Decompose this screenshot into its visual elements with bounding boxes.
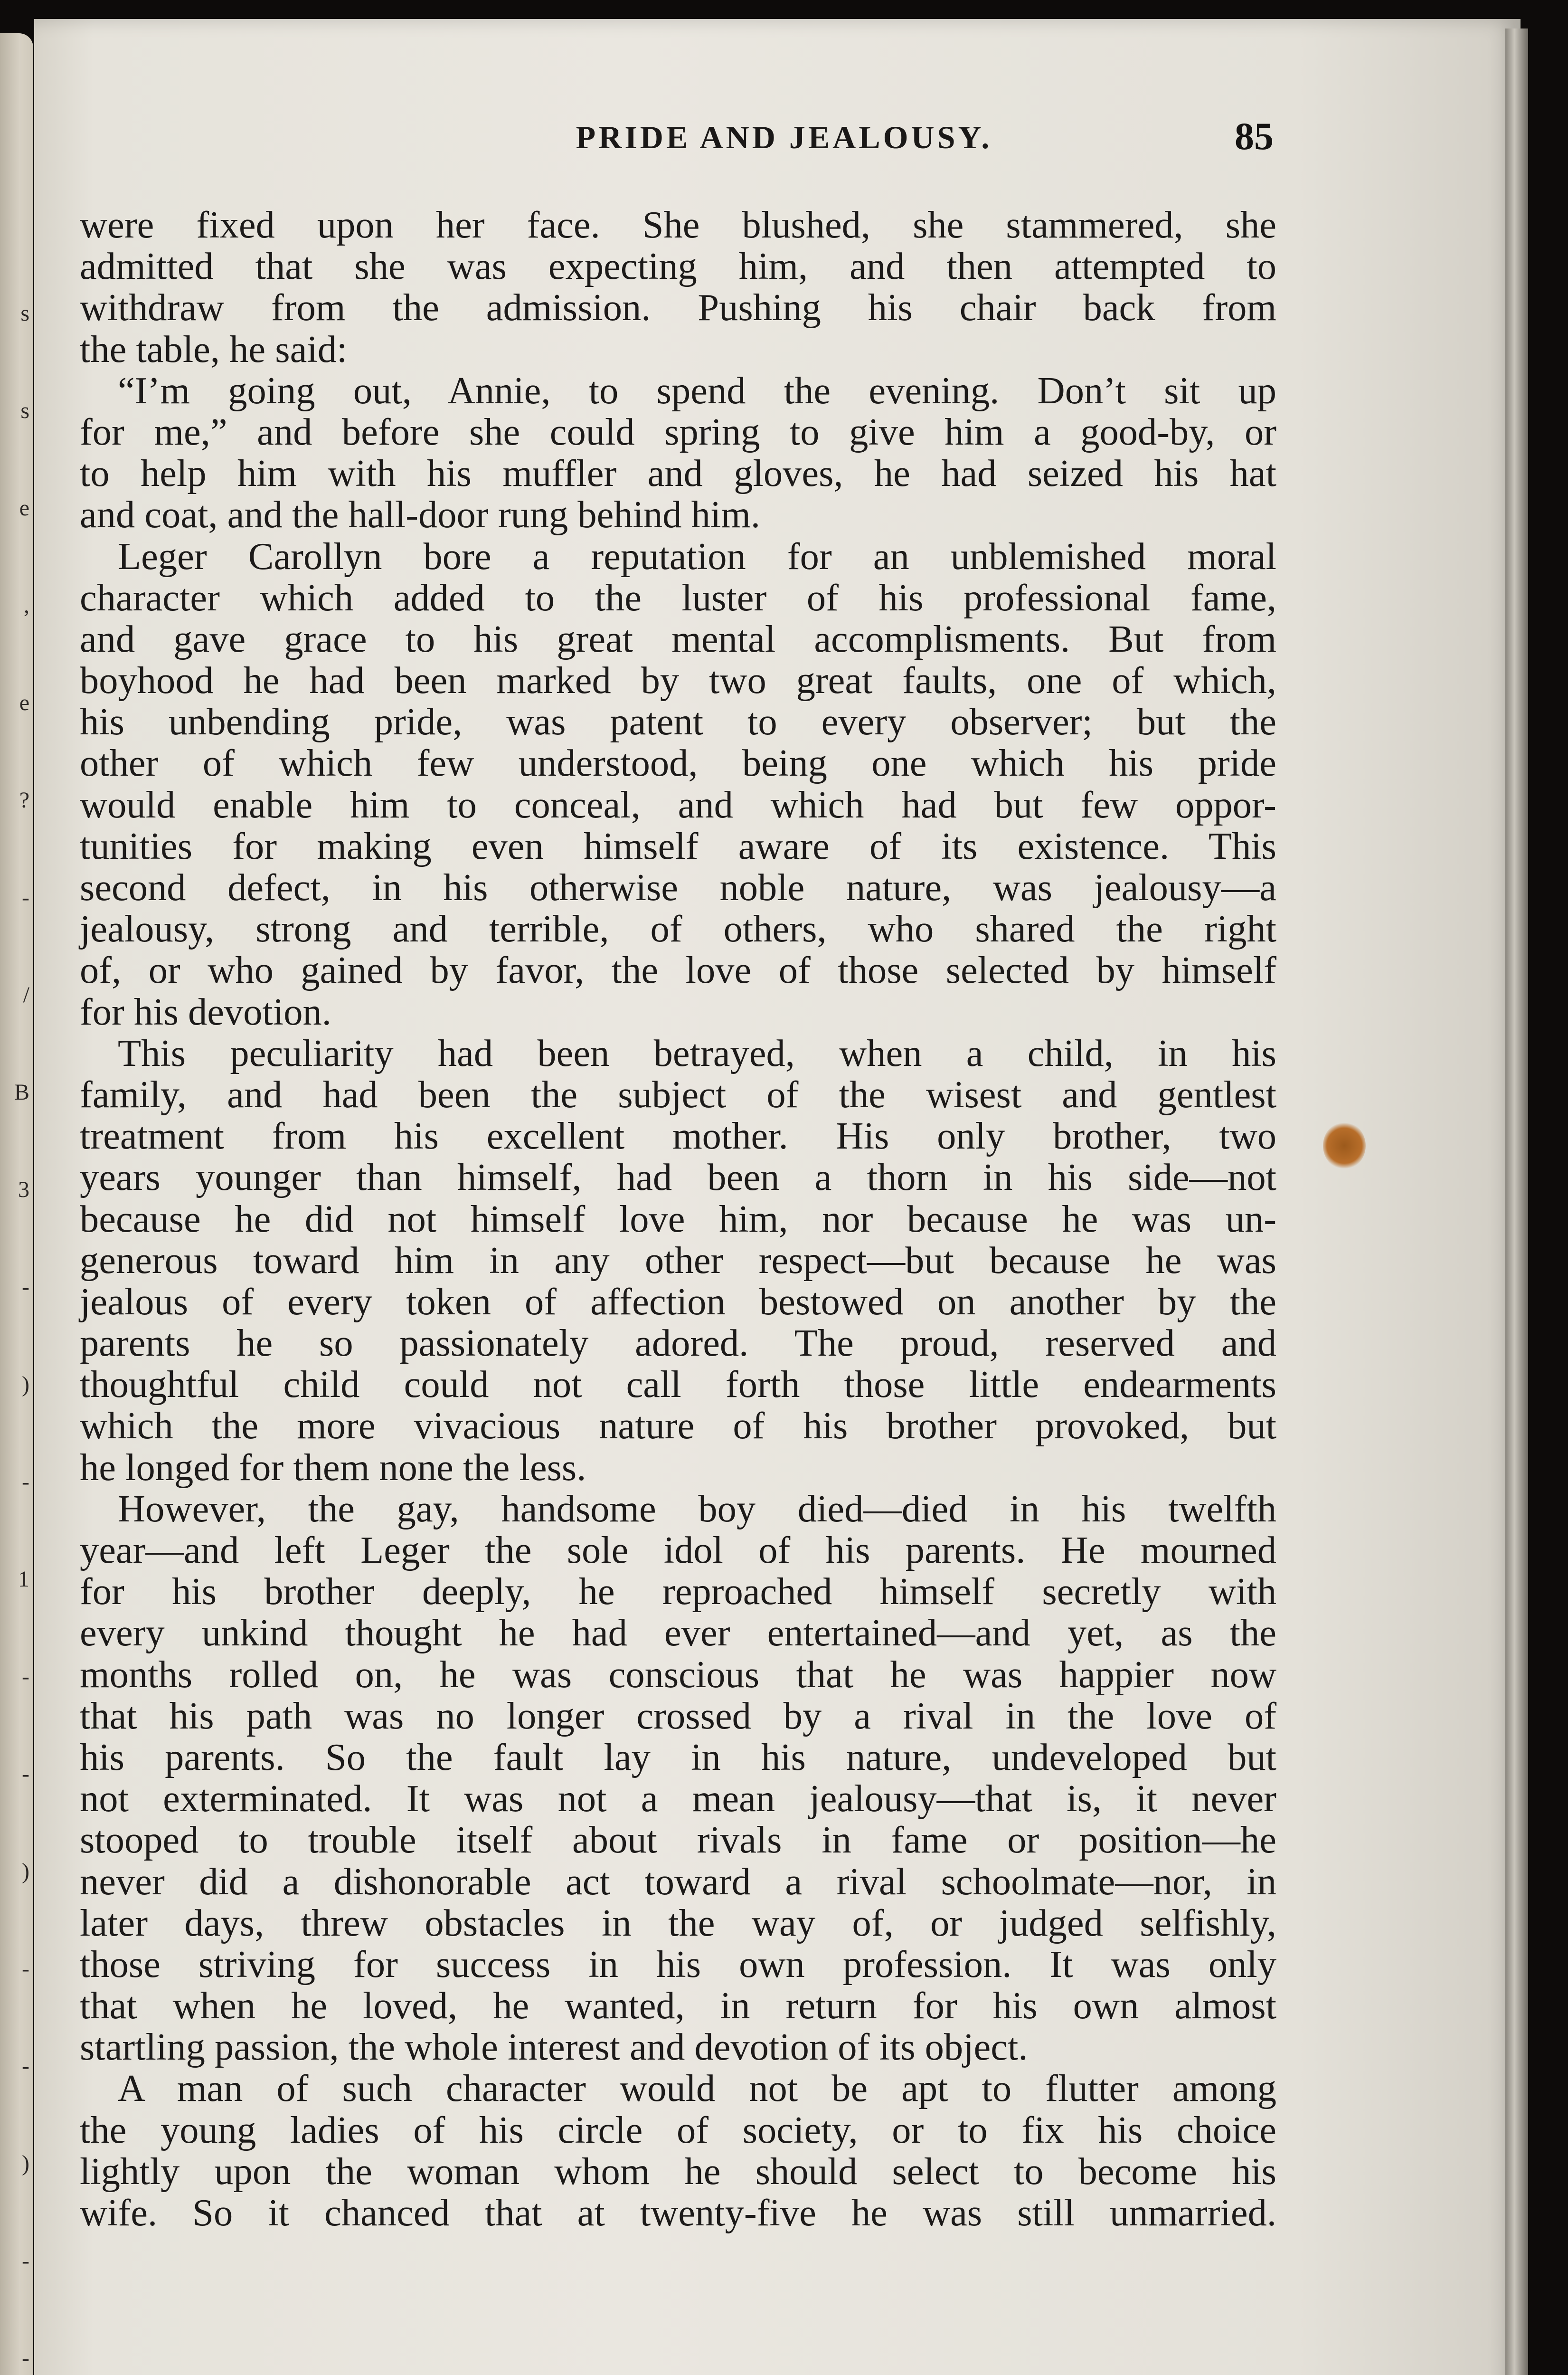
adjacent-page-fragment: - xyxy=(22,885,29,910)
adjacent-page-edge xyxy=(0,33,33,2375)
text-line: other of which few understood, being one which his pride xyxy=(80,742,1276,785)
ink-stain xyxy=(1323,1122,1366,1169)
text-line: his parents. So the fault lay in his nature, undeveloped but xyxy=(80,1736,1276,1778)
text-line: later days, threw obstacles in the way of, or judged selfishly, xyxy=(80,1901,1276,1944)
text-line: of, or who gained by favor, the love of those selected by himself xyxy=(80,949,1276,992)
adjacent-page-fragment: - xyxy=(22,1761,29,1786)
text-line: were fixed upon her face. She blushed, she stammered, she xyxy=(80,204,1276,246)
adjacent-page-fragment: - xyxy=(22,2053,29,2079)
text-line: parents he so passionately adored. The proud, reserved and xyxy=(80,1322,1276,1365)
text-line: “I’m going out, Annie, to spend the evening. Don’t sit up xyxy=(118,369,1276,412)
adjacent-page-fragment: , xyxy=(24,593,29,618)
page-number: 85 xyxy=(1235,114,1274,158)
text-line: startling passion, the whole interest and devotion of its object. xyxy=(80,2026,1028,2069)
text-line: boyhood he had been marked by two great faults, one of which, xyxy=(80,659,1276,702)
text-line: admitted that she was expecting him, and then attempted to xyxy=(80,245,1276,288)
text-line: his unbending pride, was patent to every observer; but the xyxy=(80,701,1276,743)
text-line: withdraw from the admission. Pushing his chair back from xyxy=(80,286,1276,329)
text-line: for his devotion. xyxy=(80,990,331,1033)
text-line: would enable him to conceal, and which had but few oppor- xyxy=(80,783,1276,826)
adjacent-page-fragment: ) xyxy=(22,1372,29,1397)
text-line: never did a dishonorable act toward a rival schoolmate—nor, in xyxy=(80,1860,1276,1903)
text-line: to help him with his muffler and gloves, he had seized his hat xyxy=(80,452,1276,495)
adjacent-page-fragment: - xyxy=(22,2248,29,2273)
text-line: second defect, in his otherwise noble nature, was jealousy—a xyxy=(80,866,1276,909)
text-line: which the more vivacious nature of his brother provoked, but xyxy=(80,1405,1276,1447)
text-line: A man of such character would not be apt to flutter among xyxy=(118,2067,1276,2110)
text-line: and gave grace to his great mental accomplisments. But from xyxy=(80,618,1276,660)
adjacent-page-fragment: / xyxy=(23,982,29,1007)
adjacent-page-fragment: - xyxy=(22,1664,29,1689)
text-line: and coat, and the hall-door rung behind him. xyxy=(80,494,760,536)
text-line: family, and had been the subject of the wisest and gentlest xyxy=(80,1073,1276,1116)
text-line: those striving for success in his own profession. It was only xyxy=(80,1943,1276,1986)
text-line: wife. So it chanced that at twenty-five he was still unmarried. xyxy=(80,2192,1276,2234)
adjacent-page-fragment: 3 xyxy=(18,1177,29,1202)
adjacent-page-fragment: 1 xyxy=(18,1567,29,1592)
adjacent-page-fragment: - xyxy=(22,1274,29,1300)
text-line: treatment from his excellent mother. His only brother, two xyxy=(80,1115,1276,1158)
text-line: generous toward him in any other respect—but because he was xyxy=(80,1239,1276,1282)
text-line: jealousy, strong and terrible, of others, who shared the right xyxy=(80,908,1276,950)
text-line: thoughtful child could not call forth those little endearments xyxy=(80,1363,1276,1406)
page-thickness-edge xyxy=(1505,28,1528,2375)
text-line: However, the gay, handsome boy died—died in his twelfth xyxy=(118,1487,1276,1530)
body-text xyxy=(80,204,1276,2233)
text-line: Leger Carollyn bore a reputation for an unblemished moral xyxy=(118,535,1276,578)
adjacent-page-fragment: ) xyxy=(22,2151,29,2176)
text-line: he longed for them none the less. xyxy=(80,1446,586,1489)
text-line: every unkind thought he had ever entertained—and yet, as the xyxy=(80,1612,1276,1654)
adjacent-page-fragment: - xyxy=(22,1956,29,1981)
adjacent-page-fragment: s xyxy=(20,398,29,423)
text-line: the table, he said: xyxy=(80,328,348,370)
adjacent-page-fragment: ? xyxy=(19,788,29,813)
text-line: not exterminated. It was not a mean jealousy—that is, it never xyxy=(80,1777,1276,1820)
text-line: that his path was no longer crossed by a rival in the love of xyxy=(80,1694,1276,1737)
text-line: years younger than himself, had been a thorn in his side—not xyxy=(80,1156,1276,1199)
text-line: the young ladies of his circle of society, or to fix his choice xyxy=(80,2109,1276,2151)
text-line: This peculiarity had been betrayed, when a child, in his xyxy=(118,1032,1276,1074)
text-line: because he did not himself love him, nor because he was un- xyxy=(80,1197,1276,1240)
text-line: stooped to trouble itself about rivals in fame or position—he xyxy=(80,1819,1276,1862)
adjacent-page-fragment: B xyxy=(14,1080,29,1105)
text-line: year—and left Leger the sole idol of his parents. He mourned xyxy=(80,1529,1276,1571)
adjacent-page-fragment: - xyxy=(22,2346,29,2371)
adjacent-page-fragment: - xyxy=(22,1469,29,1494)
text-line: for his brother deeply, he reproached himself secretly with xyxy=(80,1570,1276,1613)
adjacent-page-fragment: e xyxy=(19,690,29,715)
adjacent-page-fragment: e xyxy=(19,495,29,521)
adjacent-page-fragment: s xyxy=(20,301,29,326)
text-line: months rolled on, he was conscious that he was happier now xyxy=(80,1653,1276,1696)
text-line: for me,” and before she could spring to give him a good-by, or xyxy=(80,410,1276,453)
running-head: PRIDE AND JEALOUSY. xyxy=(576,119,992,155)
adjacent-page-fragment: ) xyxy=(22,1859,29,1884)
text-line: jealous of every token of affection bestowed on another by the xyxy=(80,1280,1276,1323)
text-line: character which added to the luster of his professional fame, xyxy=(80,576,1276,619)
text-line: tunities for making even himself aware of its existence. This xyxy=(80,825,1276,867)
text-line: that when he loved, he wanted, in return for his own almost xyxy=(80,1985,1276,2027)
text-line: lightly upon the woman whom he should select to become his xyxy=(80,2150,1276,2193)
